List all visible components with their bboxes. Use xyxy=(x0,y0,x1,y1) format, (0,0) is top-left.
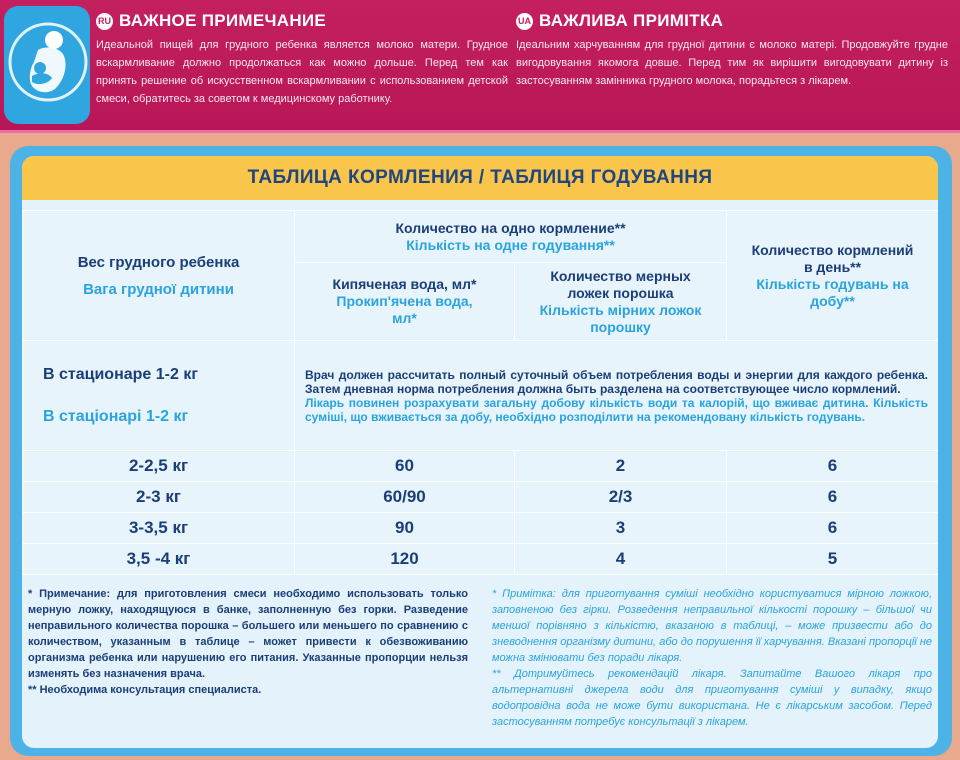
row-water: 120 xyxy=(295,544,515,575)
important-notice-banner xyxy=(0,0,960,133)
row-feeds: 5 xyxy=(727,544,938,575)
row-feeds: 6 xyxy=(727,482,938,513)
feeding-table xyxy=(22,210,938,575)
row-scoops: 4 xyxy=(515,544,727,575)
footnote-ua-1: * Примітка: для приготування суміші необхідно користуватися мірною ложкою, заповненою без гірки. Розведення неправильної кількості порошку – більшої чи меншої порівняно з кількістю, вказаною в таблиці, – може призвести або до зневоднення організму дитини, або до порушення її харчування. Вказані пропорції не можна змінювати без поради лікаря. xyxy=(492,588,932,664)
header-scoops xyxy=(515,263,727,341)
header-feeds-ua: Кількість годувань на добу** xyxy=(756,275,909,309)
ru-language-badge: RU xyxy=(96,13,113,30)
footnote-ua-2: ** Дотримуйтесь рекомендацій лікаря. Запитайте Вашого лікаря про альтернативні джерела води для приготування суміші у випадку, якщо водопровідна вода не може бути використана. Не є лікарським засобом. Перед застосуванням потребує консультації з лікарем. xyxy=(492,668,932,728)
row-water: 90 xyxy=(295,513,515,544)
header-water-ru: Кипяченая вода, мл* xyxy=(332,276,477,292)
notice-text-ru: Идеальной пищей для грудного ребенка является молоко матери. Грудное вскармливание должно продолжаться как можно дольше. Перед тем как принять решение об искусственном вскармливании с использованием детской смеси, обратитесь за советом к медицинскому работнику. xyxy=(96,39,508,105)
row-scoops: 2/3 xyxy=(515,482,727,513)
notice-title-ua: ВАЖЛИВА ПРИМІТКА xyxy=(539,11,724,30)
stationary-weight-cell xyxy=(23,341,295,451)
row-feeds: 6 xyxy=(727,513,938,544)
stationary-ru: В стационаре 1-2 кг xyxy=(43,365,198,383)
row-water: 60/90 xyxy=(295,482,515,513)
notice-text-ua: Ідеальним харчуванням для грудної дитини є молоко матері. Продовжуйте грудне вигодовування якомога довше. Перед тим як вирішити вигодовувати дитину із застосуванням замінника грудного молока, порадьтеся з лікарем. xyxy=(516,39,948,87)
row-weight: 3-3,5 кг xyxy=(23,513,295,544)
header-scoops-ua: Кількість мірних ложок порошку xyxy=(539,301,702,335)
header-feeds-per-day xyxy=(727,211,938,341)
header-per-feed xyxy=(295,211,727,263)
notice-ru xyxy=(96,8,508,108)
row-weight: 2-3 кг xyxy=(23,482,295,513)
doctor-note-ua: Лікарь повинен розрахувати загальну добову кількість води та калорій, що вживає дитина. Кількість суміші, що вживається за добу, необхідно розподілити на рекомендовану кількість годувань. xyxy=(305,395,929,424)
header-weight-ua: Вага грудної дитини xyxy=(83,280,234,298)
header-scoops-ru: Количество мерных ложек порошка xyxy=(550,267,691,301)
footnote-ru-2: ** Необходима консультация специалиста. xyxy=(28,684,262,696)
row-scoops: 3 xyxy=(515,513,727,544)
row-weight: 2-2,5 кг xyxy=(23,451,295,482)
table-row xyxy=(23,544,939,575)
row-weight: 3,5 -4 кг xyxy=(23,544,295,575)
header-per-feed-ua: Кількість на одне годування** xyxy=(406,236,615,253)
feeding-table-inner xyxy=(22,156,938,748)
header-water-ua: Прокип'ячена вода, мл* xyxy=(336,293,473,326)
table-row xyxy=(23,482,939,513)
row-scoops: 2 xyxy=(515,451,727,482)
footnotes-ua xyxy=(492,586,932,730)
table-row xyxy=(23,451,939,482)
doctor-note-ru: Врач должен рассчитать полный суточный объем потребления воды и энергии для каждого ребенка. Затем дневная норма потребления должна быть разделена на соответствующее число кормлений. xyxy=(305,367,929,396)
header-per-feed-ru: Количество на одно кормление** xyxy=(395,219,626,236)
header-weight-ru: Вес грудного ребенка xyxy=(77,253,240,271)
feeding-table-panel xyxy=(10,146,952,756)
footnotes-ru xyxy=(28,586,468,698)
row-feeds: 6 xyxy=(727,451,938,482)
row-water: 60 xyxy=(295,451,515,482)
header-weight xyxy=(23,211,295,341)
ua-language-badge: UA xyxy=(516,13,533,30)
stationary-ua: В стаціонарі 1-2 кг xyxy=(43,407,189,425)
header-water xyxy=(295,263,515,341)
notice-title-ru: ВАЖНОЕ ПРИМЕЧАНИЕ xyxy=(119,11,327,30)
notice-ua xyxy=(516,8,948,90)
header-feeds-ru: Количество кормлений в день** xyxy=(751,241,914,275)
feeding-table-title: ТАБЛИЦА КОРМЛЕНИЯ / ТАБЛИЦЯ ГОДУВАННЯ xyxy=(247,167,713,188)
feeding-table-title-bar xyxy=(22,156,938,200)
footnote-ru-1: * Примечание: для приготовления смеси необходимо использовать только мерную ложку, находящуюся в банке, заполненную без горки. Разведение неправильного количества порошка – большего или меньшего по сравнению с количеством, указанным в таблице – может привести к обезвоживанию организма ребенка или нарушению его питания. Указанные пропорции нельзя изменять без назначения врача. xyxy=(28,588,468,680)
mother-and-baby-icon xyxy=(4,6,90,124)
table-row xyxy=(23,513,939,544)
doctor-note-cell xyxy=(295,341,939,451)
